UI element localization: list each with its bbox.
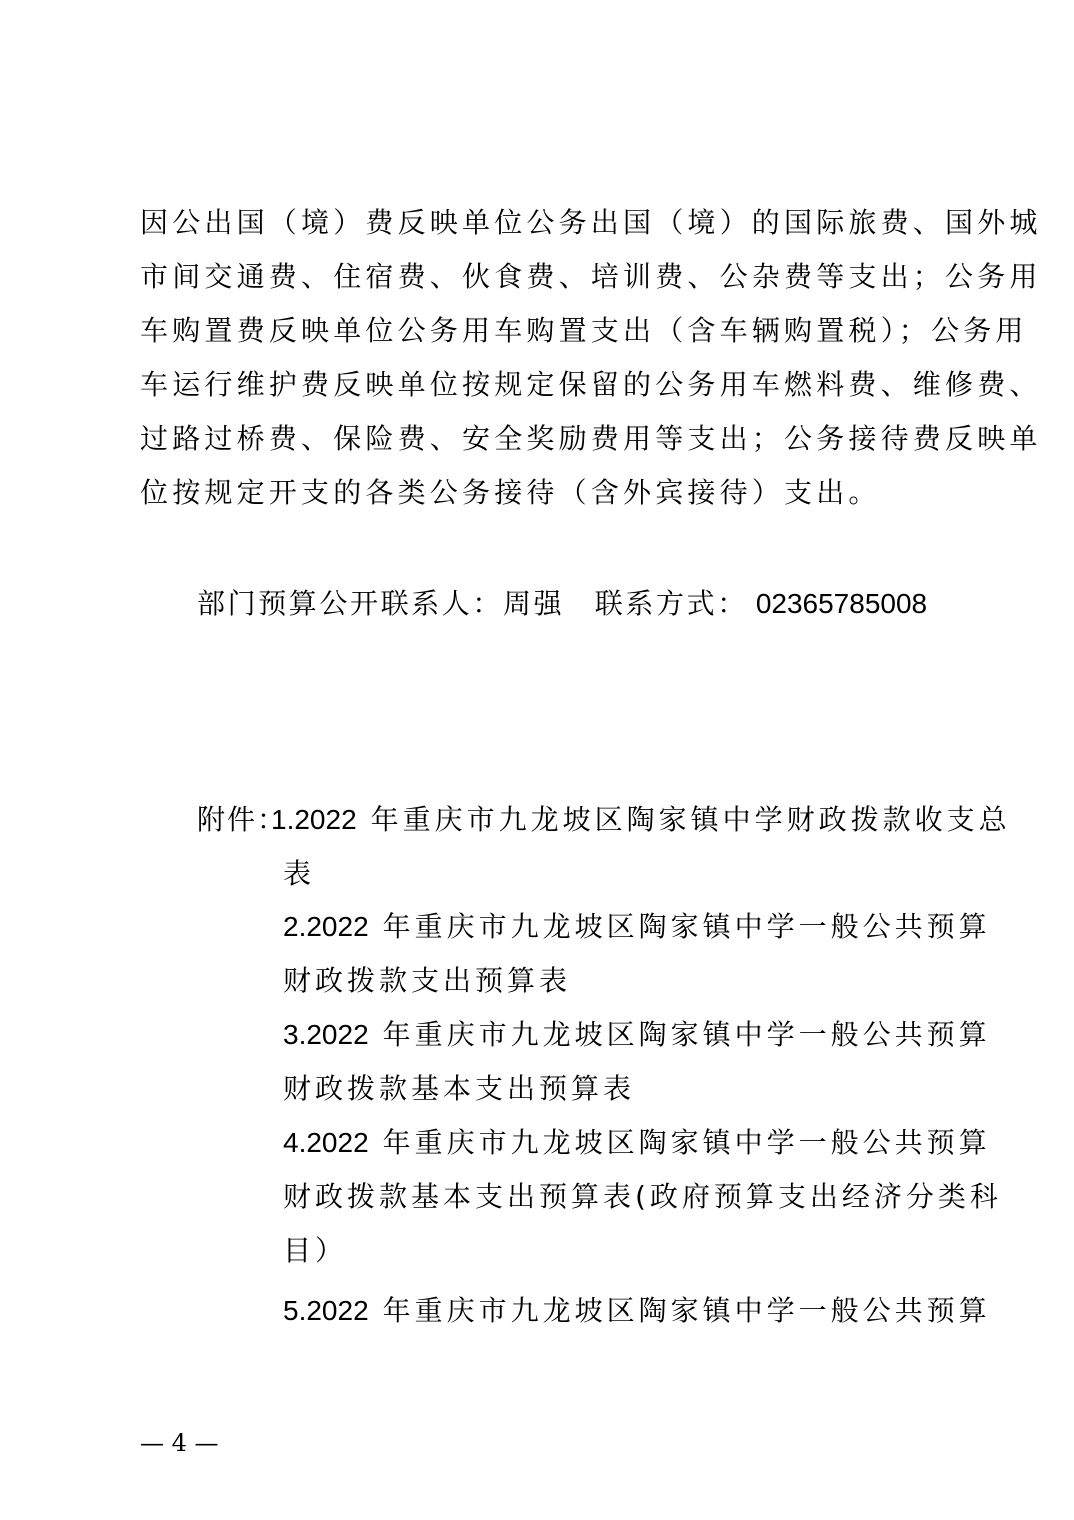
attachment-item-5 [283,1284,991,1338]
attachment-item-2 [283,900,991,1008]
paragraph-line: 过路过桥费、保险费、安全奖励费用等支出；公务接待费反映单 [140,422,1042,455]
attachment-text: 年重庆市九龙坡区陶家镇中学财政拨款收支总 [370,803,1011,836]
attachment-line: 财政拨款支出预算表 [283,964,572,997]
attachment-line [283,1008,991,1062]
attachment-number: 5.2022 [283,1295,369,1326]
attachment-item-3 [283,1008,991,1116]
attachment-number: 4.2022 [283,1127,369,1158]
attachments-label: 附件： [197,803,288,836]
paragraph-line: 因公出国（境）费反映单位公务出国（境）的国际旅费、国外城 [140,206,1042,239]
attachment-line [271,793,1011,847]
attachment-item-4 [283,1116,1002,1278]
attachment-line: 财政拨款基本支出预算表(政府预算支出经济分类科 [283,1180,1002,1213]
paragraph-line: 位按规定开支的各类公务接待（含外宾接待）支出。 [140,476,881,509]
attachment-line [283,1284,991,1338]
attachment-number: 1.2022 [271,804,357,835]
attachment-line: 财政拨款基本支出预算表 [283,1072,636,1105]
attachment-text: 年重庆市九龙坡区陶家镇中学一般公共预算 [382,1294,991,1327]
attachment-number: 2.2022 [283,911,369,942]
contact-phone: 02365785008 [755,588,928,619]
contact-line [197,582,927,626]
paragraph-line: 车运行维护费反映单位按规定保留的公务用车燃料费、维修费、 [140,368,1042,401]
attachment-item-1 [271,793,1011,901]
attachment-text: 年重庆市九龙坡区陶家镇中学一般公共预算 [382,910,991,943]
contact-label: 部门预算公开联系人：周强 联系方式： [197,587,748,620]
attachment-line: 目） [283,1234,348,1267]
body-paragraph [140,196,1042,520]
paragraph-line: 市间交通费、住宿费、伙食费、培训费、公杂费等支出；公务用 [140,260,1042,293]
attachment-line [283,900,991,954]
paragraph-line: 车购置费反映单位公务用车购置支出（含车辆购置税）；公务用 [140,314,1028,347]
attachment-text: 年重庆市九龙坡区陶家镇中学一般公共预算 [382,1018,991,1051]
page-number: — 4 — [140,1429,219,1457]
attachment-line: 表 [283,857,316,890]
attachment-line [283,1116,991,1170]
attachment-text: 年重庆市九龙坡区陶家镇中学一般公共预算 [382,1126,991,1159]
attachment-number: 3.2022 [283,1019,369,1050]
